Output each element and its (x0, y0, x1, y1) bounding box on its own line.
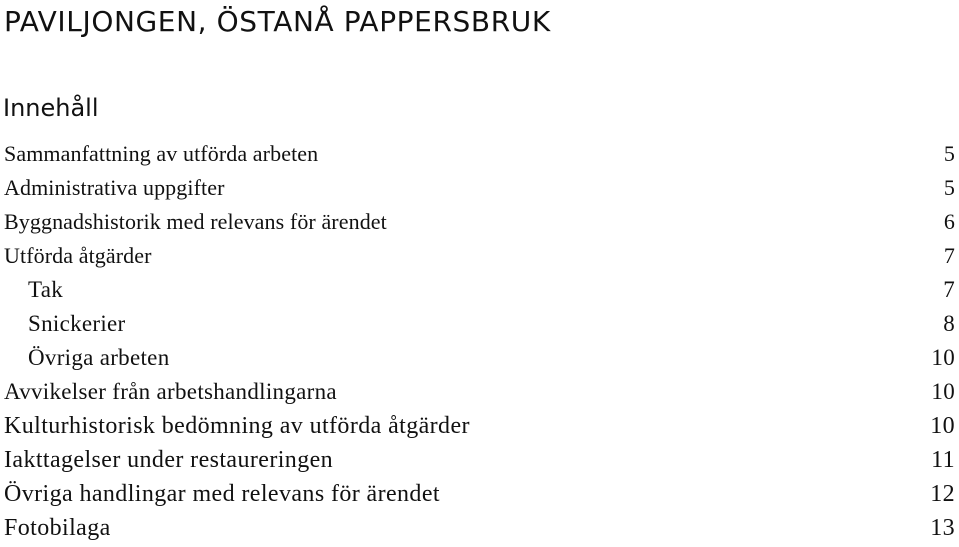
toc-subentry-ovriga-arbeten[interactable] (0, 341, 959, 375)
toc-entry-page: 13 (930, 515, 955, 541)
toc-entry-avvikelser[interactable] (0, 375, 959, 409)
toc-entry-label: Snickerier (28, 311, 126, 336)
toc-entry-page: 10 (931, 345, 955, 370)
toc-entry-label: Kulturhistorisk bedömning av utförda åtgärder (4, 413, 470, 439)
toc-entry-label: Övriga arbeten (28, 345, 170, 370)
toc-entry-page: 10 (930, 413, 955, 439)
toc-entry-utforda-atgarder[interactable] (0, 239, 959, 273)
toc-entry-label: Byggnadshistorik med relevans för ärendet (4, 209, 387, 234)
toc-entry-page: 10 (931, 379, 955, 404)
toc-entry-iakttagelser[interactable] (0, 443, 959, 477)
toc-entry-page: 12 (930, 481, 955, 507)
toc-entry-page: 5 (943, 175, 955, 200)
toc-entry-page: 11 (931, 447, 955, 473)
toc-entry-administrativa-uppgifter[interactable] (0, 171, 959, 205)
toc-entry-label: Avvikelser från arbetshandlingarna (4, 379, 337, 404)
toc-entry-page: 7 (943, 243, 955, 268)
toc-entry-label: Administrativa uppgifter (4, 175, 225, 200)
toc-entry-page: 8 (943, 311, 955, 336)
toc-entry-byggnadshistorik[interactable] (0, 205, 959, 239)
document-title: PAVILJONGEN, ÖSTANÅ PAPPERSBRUK (4, 5, 551, 38)
toc-entry-label: Övriga handlingar med relevans för ärendet (4, 481, 440, 507)
toc-entry-page: 6 (943, 209, 955, 234)
toc-entry-fotobilaga[interactable] (0, 511, 959, 545)
toc-entry-page: 5 (943, 141, 955, 166)
toc-subentry-snickerier[interactable] (0, 307, 959, 341)
toc-entry-label: Sammanfattning av utförda arbeten (4, 141, 319, 166)
toc-entry-label: Iakttagelser under restaureringen (4, 447, 334, 473)
toc-heading: Innehåll (3, 94, 99, 122)
toc-entry-label: Fotobilaga (4, 515, 111, 541)
toc-entry-label: Tak (28, 277, 64, 302)
table-of-contents (0, 137, 959, 545)
toc-entry-kulturhistorisk-bedomning[interactable] (0, 409, 959, 443)
toc-entry-label: Utförda åtgärder (4, 243, 152, 268)
toc-entry-page: 7 (943, 277, 955, 302)
toc-entry-sammanfattning[interactable] (0, 137, 959, 171)
toc-subentry-tak[interactable] (0, 273, 959, 307)
toc-entry-ovriga-handlingar[interactable] (0, 477, 959, 511)
